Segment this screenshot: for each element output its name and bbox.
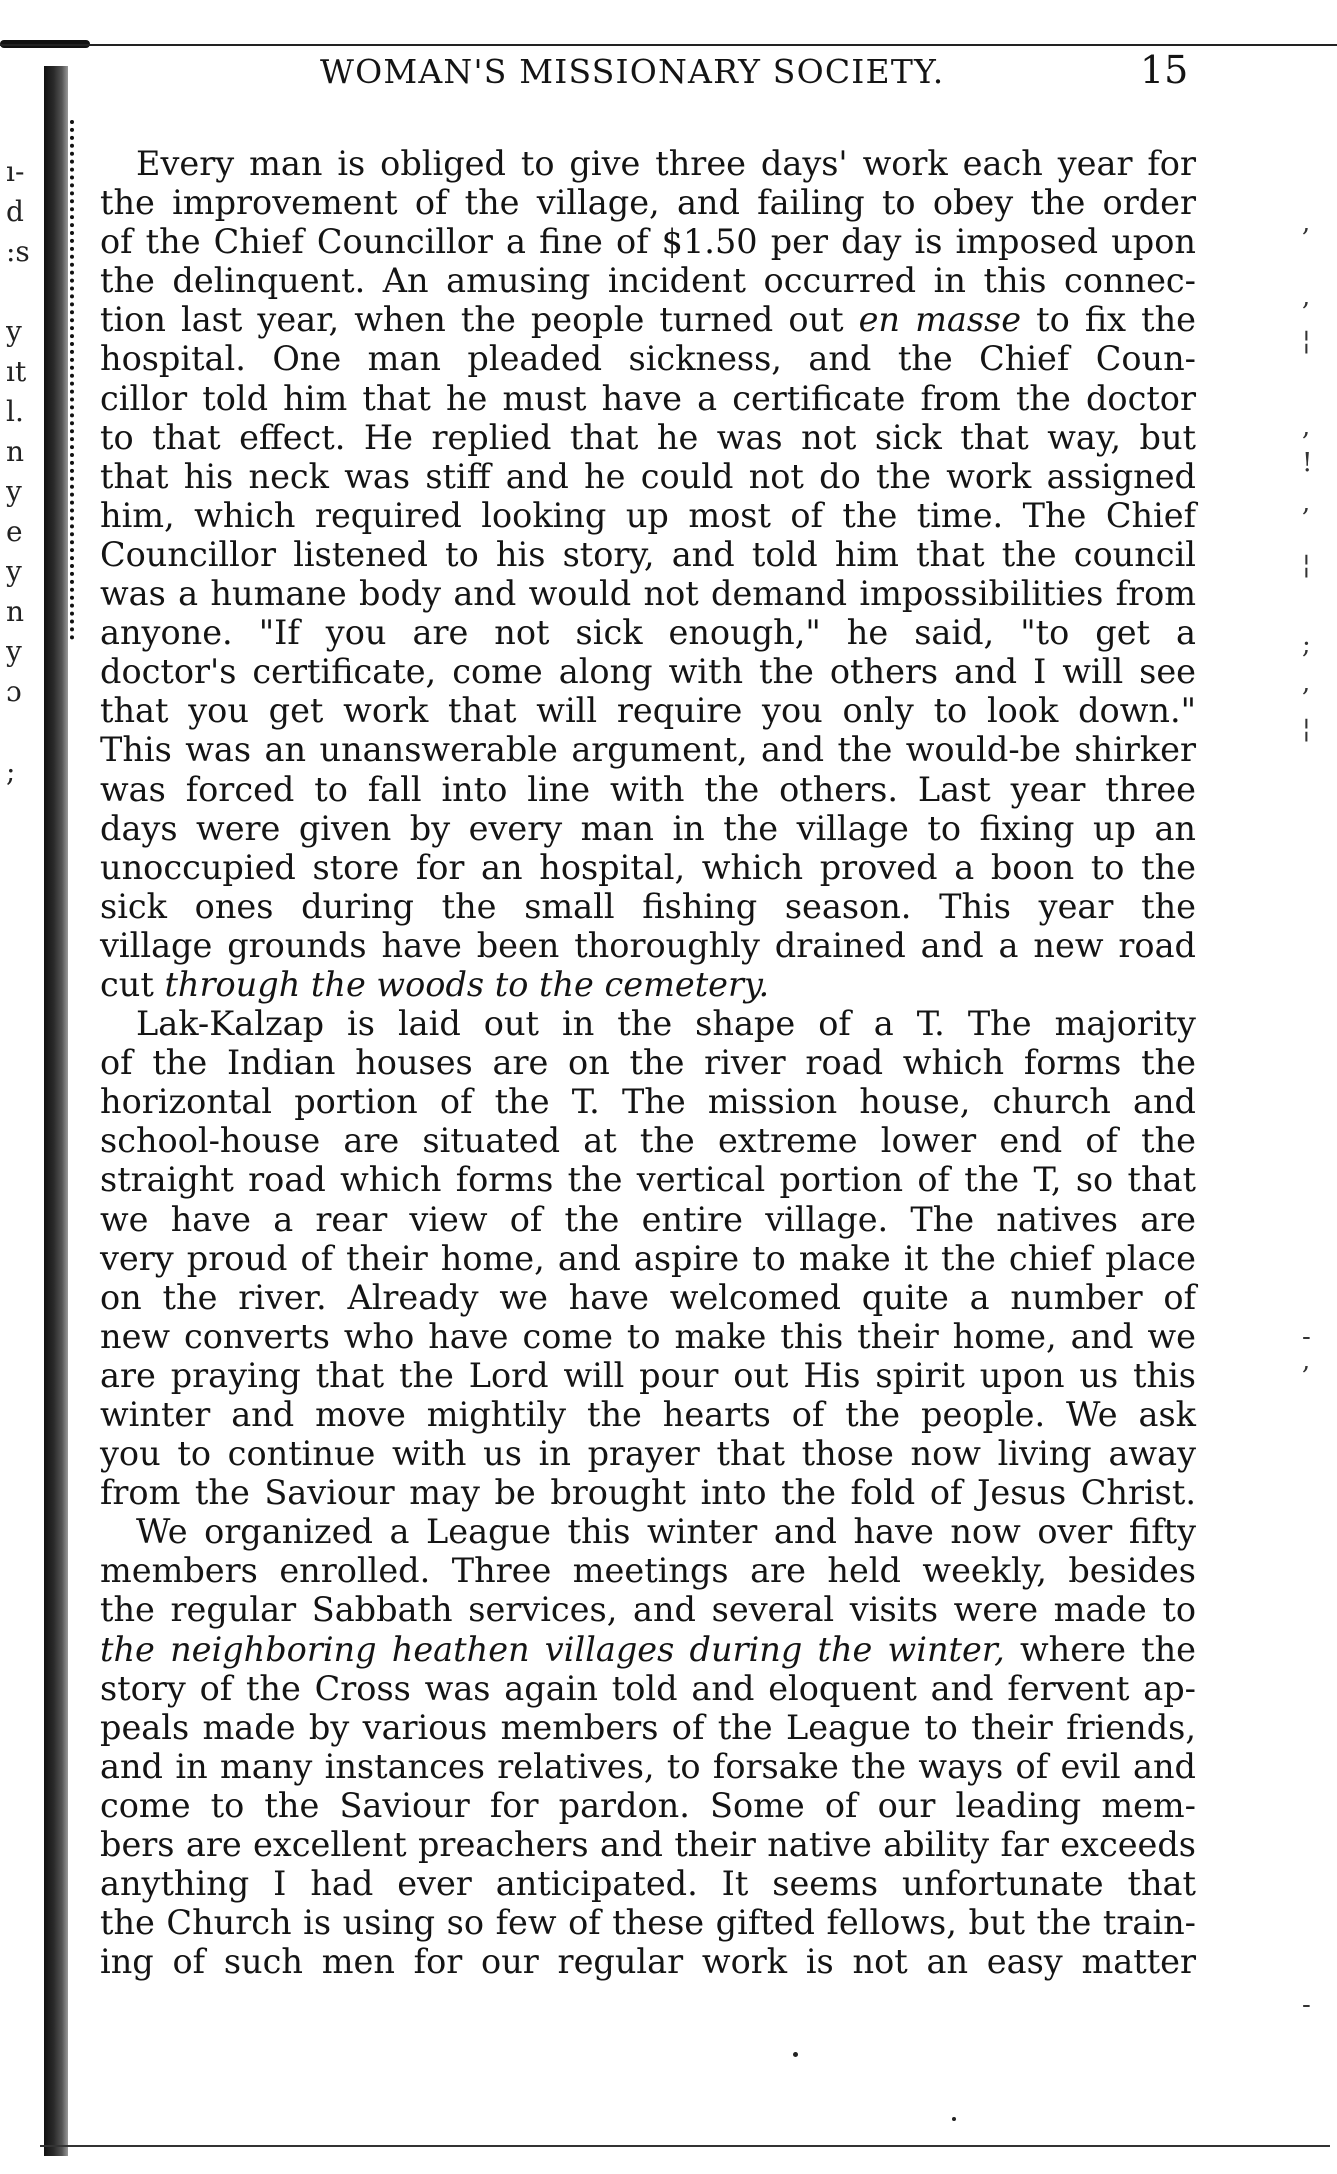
text-line: him, which required looking up most of the time. The Chief <box>100 495 1196 535</box>
text-line: and in many instances relatives, to forsake the ways of evil and <box>100 1746 1196 1786</box>
text-line-with-italic <box>100 300 1196 339</box>
text-line: was forced to fall into line with the others. Last year three <box>100 769 1196 809</box>
text-line: that his neck was stiff and he could not do the work assigned <box>100 456 1196 496</box>
margin-mark: , <box>1302 282 1311 312</box>
margin-mark: , <box>1302 412 1311 442</box>
text-line: peals made by various members of the League to their friends, <box>100 1707 1196 1747</box>
text-line: anything I had ever anticipated. It seems unfortunate that <box>100 1864 1196 1904</box>
margin-fragment: :s <box>6 235 30 268</box>
margin-mark: , <box>1302 488 1311 518</box>
text-line-with-italic <box>100 1630 1196 1669</box>
text-line: we have a rear view of the entire village. The natives are <box>100 1199 1196 1239</box>
bottom-rule <box>40 2145 1330 2147</box>
margin-fragment: l. <box>6 395 24 428</box>
running-head-title: WOMAN'S MISSIONARY SOCIETY. <box>320 52 945 91</box>
text-line: anyone. "If you are not sick enough," he said, "to get a <box>100 613 1196 653</box>
margin-mark: - <box>1302 1322 1311 1352</box>
margin-mark: ¦ <box>1302 550 1311 580</box>
text-line: story of the Cross was again told and eloquent and fervent ap- <box>100 1668 1196 1708</box>
text-line: the Church is using so few of these gifted fellows, but the train- <box>100 1903 1196 1943</box>
binding-stitch-marks <box>58 120 74 640</box>
margin-fragment: y <box>6 635 22 668</box>
text-line: that you get work that will require you only to look down." <box>100 691 1196 731</box>
text-line: hospital. One man pleaded sickness, and the Chief Coun- <box>100 339 1196 379</box>
text-line: new converts who have come to make this their home, and we <box>100 1316 1196 1356</box>
text-line: straight road which forms the vertical portion of the T, so that <box>100 1160 1196 1200</box>
text-line: are praying that the Lord will pour out His spirit upon us this <box>100 1355 1196 1395</box>
text-line-with-italic <box>100 965 1196 1004</box>
margin-mark: - <box>1302 1990 1311 2020</box>
margin-fragment: e <box>6 515 23 548</box>
text-line: Councillor listened to his story, and told him that the council <box>100 534 1196 574</box>
margin-mark: ¦ <box>1302 714 1311 744</box>
text-line: days were given by every man in the village to fixing up an <box>100 808 1196 848</box>
text-line: This was an unanswerable argument, and the would-be shirker <box>100 730 1196 770</box>
text-line: doctor's certificate, come along with the others and I will see <box>100 652 1196 692</box>
text-line: members enrolled. Three meetings are held weekly, besides <box>100 1551 1196 1591</box>
text-line: was a humane body and would not demand impossibilities from <box>100 574 1196 614</box>
page-number: 15 <box>1140 48 1189 92</box>
margin-mark: , <box>1302 1346 1311 1376</box>
margin-fragment: d <box>6 195 24 228</box>
text-line: ing of such men for our regular work is not an easy matter <box>100 1942 1196 1982</box>
margin-fragment: ı- <box>6 155 25 188</box>
italic-phrase: through the woods to the cemetery. <box>164 964 770 1004</box>
ink-speck <box>793 2052 798 2057</box>
text-line: school-house are situated at the extreme lower end of the <box>100 1121 1196 1161</box>
text-line: the regular Sabbath services, and several visits were made to <box>100 1590 1196 1630</box>
text-run: where the <box>1004 1629 1196 1669</box>
italic-phrase: the neighboring heathen villages during the winter, <box>100 1629 1005 1669</box>
text-line: Lak-Kalzap is laid out in the shape of a T. The majority <box>136 1004 1196 1044</box>
margin-fragment: y <box>6 555 22 588</box>
text-run: cut <box>100 964 165 1004</box>
left-margin-bleed <box>6 152 36 792</box>
text-line: the delinquent. An amusing incident occurred in this connec- <box>100 261 1196 301</box>
text-line: on the river. Already we have welcomed quite a number of <box>100 1277 1196 1317</box>
top-rule <box>0 44 1337 46</box>
text-line: unoccupied store for an hospital, which proved a boon to the <box>100 847 1196 887</box>
text-line: very proud of their home, and aspire to make it the chief place <box>100 1238 1196 1278</box>
italic-phrase: en masse <box>858 300 1022 340</box>
text-line: We organized a League this winter and have now over fifty <box>136 1512 1196 1552</box>
margin-mark: , <box>1302 668 1311 698</box>
margin-fragment: ıt <box>6 355 27 388</box>
margin-mark: ! <box>1302 448 1313 478</box>
text-line: come to the Saviour for pardon. Some of our leading mem- <box>100 1785 1196 1825</box>
text-line: the improvement of the village, and failing to obey the order <box>100 183 1196 223</box>
text-line: horizontal portion of the T. The mission house, church and <box>100 1082 1196 1122</box>
text-line: cillor told him that he must have a certificate from the doctor <box>100 378 1196 418</box>
ink-speck <box>952 2117 956 2121</box>
text-line: bers are excellent preachers and their native ability far exceeds <box>100 1825 1196 1865</box>
text-line: sick ones during the small fishing season. This year the <box>100 886 1196 926</box>
margin-fragment: y <box>6 475 22 508</box>
text-line: of the Chief Councillor a fine of $1.50 per day is imposed upon <box>100 222 1196 262</box>
margin-fragment: ; <box>6 755 16 788</box>
margin-fragment: y <box>6 315 22 348</box>
margin-fragment <box>6 712 36 752</box>
text-line: from the Saviour may be brought into the fold of Jesus Christ. <box>100 1473 1196 1513</box>
margin-fragment: n <box>6 435 25 468</box>
margin-fragment <box>6 272 36 312</box>
text-run: tion last year, when the people turned out <box>100 300 859 340</box>
running-head <box>140 48 1200 100</box>
body-text <box>100 144 1196 1981</box>
text-run: to fix the <box>1021 300 1197 340</box>
margin-fragment: ɔ <box>6 675 22 708</box>
text-line: winter and move mightily the hearts of the people. We ask <box>100 1395 1196 1434</box>
text-line: you to continue with us in prayer that those now living away <box>100 1434 1196 1474</box>
margin-fragment: n <box>6 595 25 628</box>
text-line: village grounds have been thoroughly drained and a new road <box>100 925 1196 965</box>
text-line: of the Indian houses are on the river road which forms the <box>100 1043 1196 1083</box>
margin-mark: ¦ <box>1302 326 1311 356</box>
margin-mark: ; <box>1302 630 1311 660</box>
text-line: to that effect. He replied that he was not sick that way, but <box>100 417 1196 457</box>
text-line: Every man is obliged to give three days' work each year for <box>136 144 1196 183</box>
margin-mark: , <box>1302 208 1311 238</box>
